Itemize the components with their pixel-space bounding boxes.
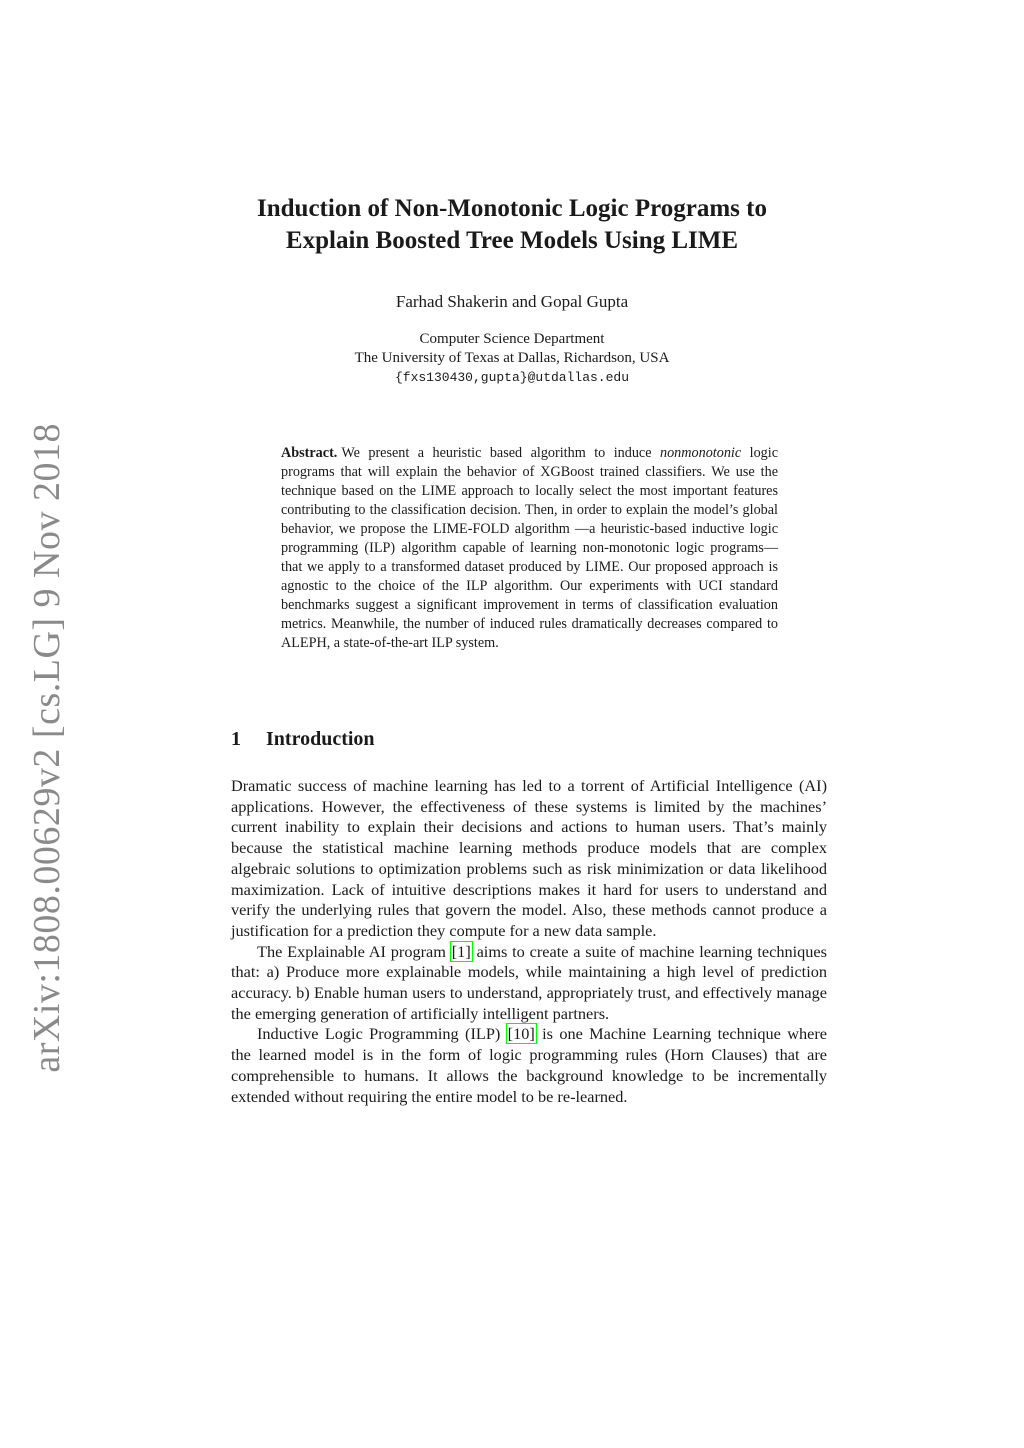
- arxiv-stamp-text: arXiv:1808.00629v2 [cs.LG] 9 Nov 2018: [26, 423, 68, 1073]
- authors: Farhad Shakerin and Gopal Gupta: [395, 292, 629, 311]
- citation-link-10[interactable]: [10]: [507, 1024, 535, 1044]
- email: {fxs130430,gupta}@utdallas.edu: [394, 370, 630, 385]
- paragraph-2-rest: aims to create a suite of machine learning techniques that: a) Produce more explainable models, while maintaining a high level of prediction accuracy. b) Enable human users to understand, appropriately trust, and effectively manage the emerging generation of artificially intelligent partners.: [231, 941, 827, 1023]
- abstract-text-start: We present a heuristic based algorithm to induce: [341, 445, 660, 461]
- section-heading: [231, 728, 375, 751]
- section-title: Introduction: [266, 728, 375, 750]
- abstract-emphasis: nonmonotonic: [659, 445, 742, 461]
- paragraph-3: [231, 1024, 827, 1107]
- abstract-text-rest: logic programs that will explain the behavior of XGBoost trained classifiers. We use the technique based on the LIME approach to locally select the most important features contributing to the classification decision. Then, in order to explain the model’s global behavior, we propose the LIME-FOLD algorithm —a heuristic-based inductive logic programming (ILP) algorithm capable of learning non-monotonic logic programs—that we apply to a transformed dataset produced by LIME. Our proposed approach is agnostic to the choice of the ILP algorithm. Our experiments with UCI standard benchmarks suggest a significant improvement in terms of classification evaluation metrics. Meanwhile, the number of induced rules dramatically decreases compared to ALEPH, a state-of-the-art ILP system.: [281, 445, 778, 651]
- university: The University of Texas at Dallas, Richardson, USA: [354, 350, 670, 366]
- abstract: [281, 444, 778, 653]
- section-number: 1: [231, 728, 241, 750]
- arxiv-stamp: [20, 423, 74, 1073]
- paragraph-2: [231, 942, 827, 1025]
- department: Computer Science Department: [419, 331, 605, 347]
- title-line-2: Explain Boosted Tree Models Using LIME: [285, 227, 739, 254]
- affiliation: [0, 330, 1024, 387]
- paragraph-3-start: Inductive Logic Programming (ILP): [257, 1024, 507, 1044]
- abstract-label: Abstract.: [281, 445, 338, 461]
- citation-link-1[interactable]: [1]: [451, 941, 471, 961]
- paper-title: [0, 193, 1024, 257]
- paragraph-1: Dramatic success of machine learning has led to a torrent of Artificial Intelligence (AI) applications. However, the effectiveness of these systems is limited by the machines’ current inability to explain their decisions and actions to human users. That’s mainly because the statistical machine learning methods produce models that are complex algebraic solutions to optimization problems such as risk minimization or data likelihood maximization. Lack of intuitive descriptions makes it hard for users to understand and verify the underlying rules that govern the model. Also, these methods cannot produce a justification for a prediction they compute for a new data sample.: [231, 776, 827, 940]
- paragraph-3-rest: is one Machine Learning technique where the learned model is in the form of logic programming rules (Horn Clauses) that are comprehensible to humans. It allows the background knowledge to be incrementally extended without requiring the entire model to be re-learned.: [231, 1024, 828, 1106]
- title-line-1: Induction of Non-Monotonic Logic Programs to: [257, 195, 767, 222]
- body-text: [231, 776, 827, 1107]
- paragraph-2-start: The Explainable AI program: [257, 941, 451, 961]
